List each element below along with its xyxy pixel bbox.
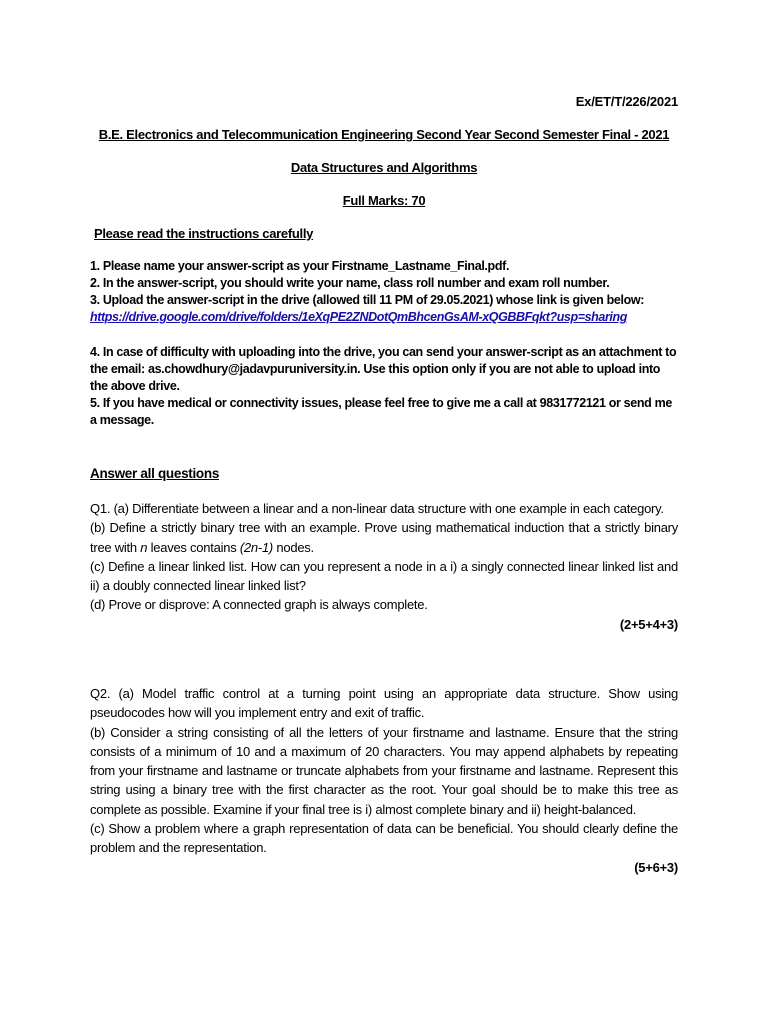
q1-part-c: (c) Define a linear linked list. How can you represent a node in a i) a singly connected linear linked list and ii) a doubly connected linear linked list? <box>90 558 678 594</box>
q1-part-a: Q1. (a) Differentiate between a linear and a non-linear data structure with one example in each category. <box>90 501 664 516</box>
instructions-heading: Please read the instructions carefully <box>94 226 314 241</box>
instructions-list-lower <box>90 344 678 429</box>
course-title: B.E. Electronics and Telecommunication Engineering Second Year Second Semester Final - 2021 <box>98 127 670 142</box>
q2-part-c: (c) Show a problem where a graph representation of data can be beneficial. You should clearly define the problem and the representation. <box>90 821 678 856</box>
paper-code: Ex/ET/T/226/2021 <box>575 94 678 109</box>
instructions-list-upper <box>90 258 678 326</box>
q1-marks: (2+5+4+3) <box>619 616 678 632</box>
answer-all-heading: Answer all questions <box>90 466 220 481</box>
instruction-item-3: 3. Upload the answer-script in the drive (allowed till 11 PM of 29.05.2021) whose link is given below: <box>90 293 645 307</box>
q2-part-a: Q2. (a) Model traffic control at a turning point using an appropriate data structure. Show using pseudocodes how will you implement entry and exit of traffic. <box>90 686 678 721</box>
instruction-item-5: 5. If you have medical or connectivity issues, please feel free to give me a call at 9831772121 or send me a message. <box>90 396 672 427</box>
q1-part-b: (b) Define a strictly binary tree with an example. Prove using mathematical induction that a strictly binary tree with n leaves contains (2n-1) nodes. <box>90 520 678 555</box>
subject-title: Data Structures and Algorithms <box>290 160 478 175</box>
instruction-item-2: 2. In the answer-script, you should write your name, class roll number and exam roll number. <box>90 276 610 290</box>
instruction-item-1: 1. Please name your answer-script as your Firstname_Lastname_Final.pdf. <box>90 259 510 273</box>
instruction-item-4: 4. In case of difficulty with uploading into the drive, you can send your answer-script as an attachment to the email: as.chowdhury@jadavpuruniversity.in. Use this option only if you are not able to upload into the above drive. <box>90 345 677 393</box>
question-1 <box>90 499 678 634</box>
q2-part-b: (b) Consider a string consisting of all the letters of your firstname and lastname. Ensure that the string consists of a minimum of 10 and a maximum of 20 characters. You may append alphabets by repeating from your firstname and lastname or truncate alphabets from your firstname and lastname. Represent this string using a binary tree with the first character as the root. Your goal should be to make this tree as complete as possible. Examine if your final tree is i) almost complete binary and ii) height-balanced. <box>90 724 678 817</box>
q1-part-d: (d) Prove or disprove: A connected graph is always complete. <box>90 597 428 613</box>
drive-link[interactable]: https://drive.google.com/drive/folders/1eXqPE2ZNDotQmBhcenGsAM-xQGBBFqkt?usp=sharing <box>90 310 627 324</box>
q2-marks: (5+6+3) <box>634 859 678 875</box>
full-marks: Full Marks: 70 <box>342 193 426 208</box>
question-2 <box>90 684 678 877</box>
